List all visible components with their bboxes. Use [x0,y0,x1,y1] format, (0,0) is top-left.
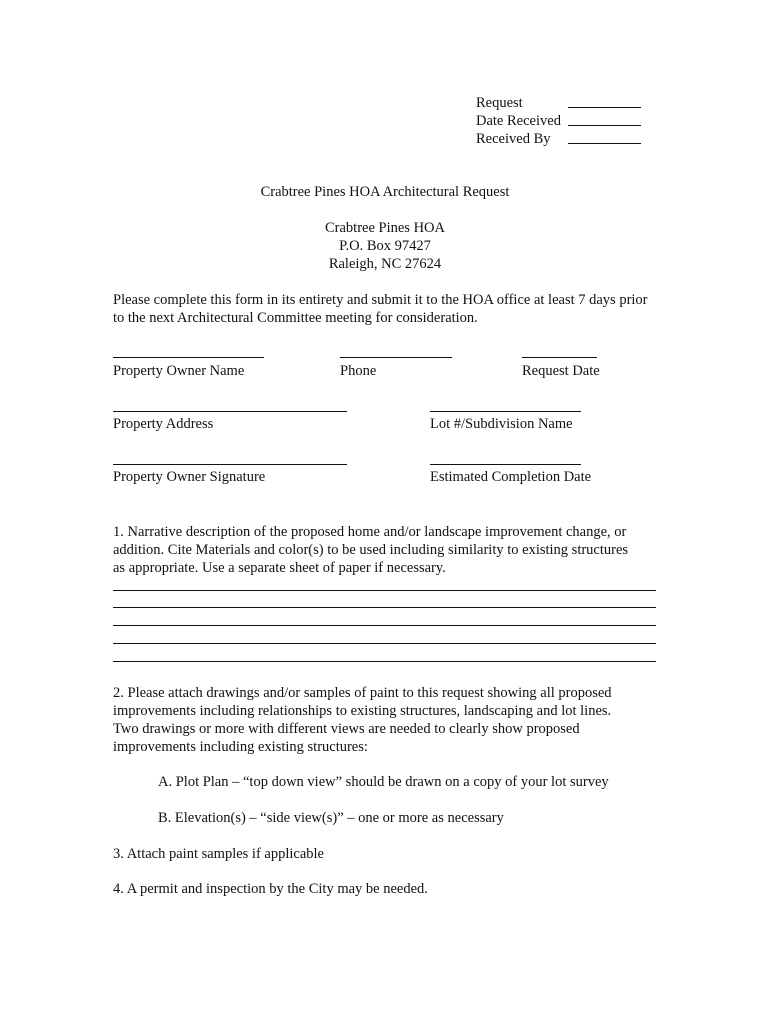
section2-line-1: 2. Please attach drawings and/or samples of paint to this request showing all proposed [113,685,612,701]
section2-line-4: improvements including existing structures: [113,739,368,755]
narrative-answer-line[interactable] [113,590,656,591]
section4-text: 4. A permit and inspection by the City may be needed. [113,881,428,897]
received-by-field-line[interactable] [568,143,641,144]
completion-date-field-line[interactable] [430,464,581,465]
section2-line-3: Two drawings or more with different views are needed to clearly show proposed [113,721,580,737]
narrative-answer-line[interactable] [113,661,656,662]
property-address-label: Property Address [113,416,214,432]
date-received-label: Date Received [476,113,561,129]
lot-subdivision-field-line[interactable] [430,411,581,412]
section2-item-a: A. Plot Plan – “top down view” should be drawn on a copy of your lot survey [158,774,609,790]
request-label: Request [476,95,523,111]
page-title: Crabtree Pines HOA Architectural Request [260,184,510,200]
phone-label: Phone [340,363,377,379]
hoa-city: Raleigh, NC 27624 [328,256,442,272]
section1-line-1: 1. Narrative description of the proposed home and/or landscape improvement change, or [113,524,627,540]
section1-line-3: as appropriate. Use a separate sheet of paper if necessary. [113,560,446,576]
section3-text: 3. Attach paint samples if applicable [113,846,324,862]
intro-paragraph: Please complete this form in its entirety and submit it to the HOA office at least 7 days prior to the next Architectural Committee meeting for consideration. [113,292,648,326]
narrative-answer-line[interactable] [113,607,656,608]
narrative-answer-line[interactable] [113,643,656,644]
hoa-po-box: P.O. Box 97427 [339,238,431,254]
phone-field-line[interactable] [340,357,452,358]
request-field-line[interactable] [568,107,641,108]
owner-signature-label: Property Owner Signature [113,469,266,485]
request-date-label: Request Date [522,363,600,379]
owner-signature-field-line[interactable] [113,464,347,465]
property-address-field-line[interactable] [113,411,347,412]
section2-item-b: B. Elevation(s) – “side view(s)” – one or more as necessary [158,810,504,826]
date-received-field-line[interactable] [568,125,641,126]
owner-name-field-line[interactable] [113,357,264,358]
request-date-field-line[interactable] [522,357,597,358]
hoa-name: Crabtree Pines HOA [324,220,445,236]
lot-subdivision-label: Lot #/Subdivision Name [430,416,573,432]
received-by-label: Received By [476,131,551,147]
narrative-answer-line[interactable] [113,625,656,626]
section2-line-2: improvements including relationships to existing structures, landscaping and lot lines. [113,703,612,719]
section1-line-2: addition. Cite Materials and color(s) to be used including similarity to existing structures [113,542,629,558]
owner-name-label: Property Owner Name [113,363,245,379]
completion-date-label: Estimated Completion Date [430,469,592,485]
